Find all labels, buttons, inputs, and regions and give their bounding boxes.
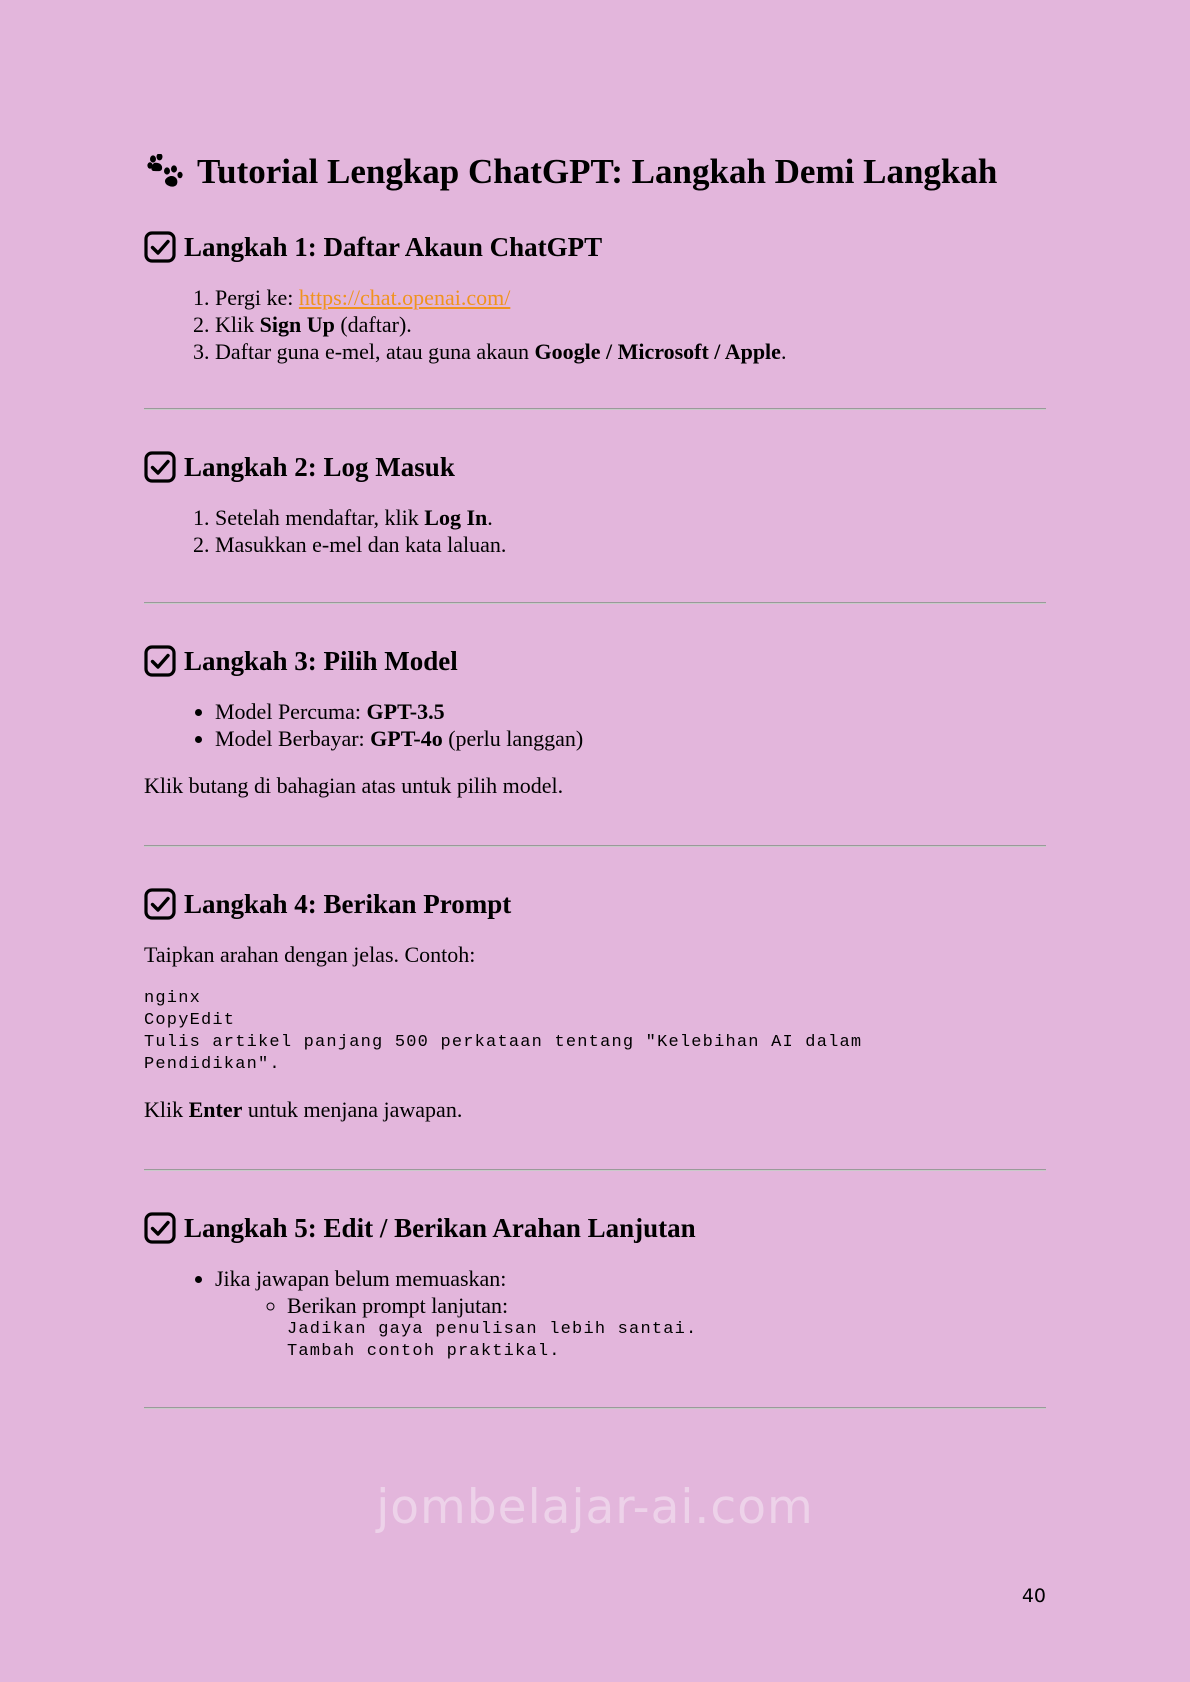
list-item-text: Masukkan e-mel dan kata laluan. xyxy=(215,532,507,557)
step-4-section xyxy=(144,887,1046,1123)
step-5-sublist xyxy=(215,1292,1046,1363)
step-2-list xyxy=(144,504,1046,558)
list-item-text: Daftar guna e-mel, atau guna akaun xyxy=(215,339,535,364)
divider xyxy=(144,845,1046,847)
step-5-section xyxy=(144,1211,1046,1363)
list-item xyxy=(215,1265,1046,1363)
check-box-icon xyxy=(144,1212,176,1244)
step-5-heading-text: Langkah 5: Edit / Berikan Arahan Lanjutan xyxy=(184,1213,696,1243)
code-line: Tambah contoh praktikal. xyxy=(287,1342,561,1361)
list-item xyxy=(215,284,1046,311)
list-item xyxy=(215,338,1046,365)
step-1-list xyxy=(144,284,1046,365)
openai-link[interactable]: https://chat.openai.com/ xyxy=(298,285,511,310)
step-3-heading-text: Langkah 3: Pilih Model xyxy=(184,646,458,676)
divider xyxy=(144,602,1046,604)
code-line: nginx xyxy=(144,989,202,1008)
code-block xyxy=(144,988,1046,1076)
step-4-intro: Taipkan arahan dengan jelas. Contoh: xyxy=(144,942,476,967)
list-item xyxy=(215,725,1046,752)
step-1-section xyxy=(144,230,1046,365)
list-item-text: Berikan prompt lanjutan: xyxy=(287,1293,509,1318)
check-box-icon xyxy=(144,451,176,483)
step-4-heading-text: Langkah 4: Berikan Prompt xyxy=(184,889,512,919)
step-3-list xyxy=(144,698,1046,752)
step-5-list xyxy=(144,1265,1046,1363)
list-item-bold: Sign Up xyxy=(259,312,335,337)
step-4-heading xyxy=(144,887,1046,921)
divider xyxy=(144,408,1046,410)
check-box-icon xyxy=(144,231,176,263)
step-1-heading xyxy=(144,230,1046,264)
step-3-paragraph: Klik butang di bahagian atas untuk pilih model. xyxy=(144,773,564,798)
list-item xyxy=(215,504,1046,531)
document-page xyxy=(144,150,1046,1409)
list-item-text: . xyxy=(780,339,787,364)
list-item xyxy=(215,531,1046,558)
watermark: jombelajar-ai.com xyxy=(376,1480,814,1535)
list-item-text: Model Berbayar: xyxy=(215,726,371,751)
list-item-text: Klik xyxy=(215,312,260,337)
step-4-after xyxy=(144,1096,1046,1123)
list-item-text: (daftar). xyxy=(334,312,412,337)
list-item-text: Pergi ke: xyxy=(215,285,299,310)
step-2-heading xyxy=(144,450,1046,484)
list-item xyxy=(215,311,1046,338)
step-3-section xyxy=(144,644,1046,799)
page-title-text: Tutorial Lengkap ChatGPT: Langkah Demi Langkah xyxy=(197,152,998,191)
step-5-heading xyxy=(144,1211,1046,1245)
code-line: Pendidikan". xyxy=(144,1055,281,1074)
step-3-heading xyxy=(144,644,1046,678)
list-item-bold: GPT-3.5 xyxy=(366,699,445,724)
code-line: CopyEdit xyxy=(144,1011,236,1030)
paragraph-bold: Enter xyxy=(188,1097,243,1122)
step-2-section xyxy=(144,450,1046,558)
list-item-text: . xyxy=(487,505,493,530)
check-box-icon xyxy=(144,645,176,677)
paw-prints-icon xyxy=(147,154,183,190)
step-2-heading-text: Langkah 2: Log Masuk xyxy=(184,452,455,482)
list-item-text: (perlu langgan) xyxy=(442,726,584,751)
list-item-bold: GPT-4o xyxy=(370,726,443,751)
check-box-icon xyxy=(144,888,176,920)
divider xyxy=(144,1169,1046,1171)
list-item-text: Jika jawapan belum memuaskan: xyxy=(215,1266,507,1291)
list-item-bold: Google / Microsoft / Apple xyxy=(534,339,781,364)
list-item-bold: Log In xyxy=(424,505,488,530)
code-line: Jadikan gaya penulisan lebih santai. xyxy=(287,1320,698,1339)
list-subitem xyxy=(287,1292,1046,1363)
paragraph-text: untuk menjana jawapan. xyxy=(242,1097,463,1122)
page-title xyxy=(147,150,1046,194)
divider xyxy=(144,1407,1046,1409)
paragraph-text: Klik xyxy=(144,1097,189,1122)
step-1-heading-text: Langkah 1: Daftar Akaun ChatGPT xyxy=(184,232,603,262)
page-number: 40 xyxy=(1021,1585,1046,1607)
list-item-text: Setelah mendaftar, klik xyxy=(215,505,425,530)
code-line: Tulis artikel panjang 500 perkataan tentang "Kelebihan AI dalam xyxy=(144,1033,863,1052)
list-item xyxy=(215,698,1046,725)
list-item-text: Model Percuma: xyxy=(215,699,367,724)
